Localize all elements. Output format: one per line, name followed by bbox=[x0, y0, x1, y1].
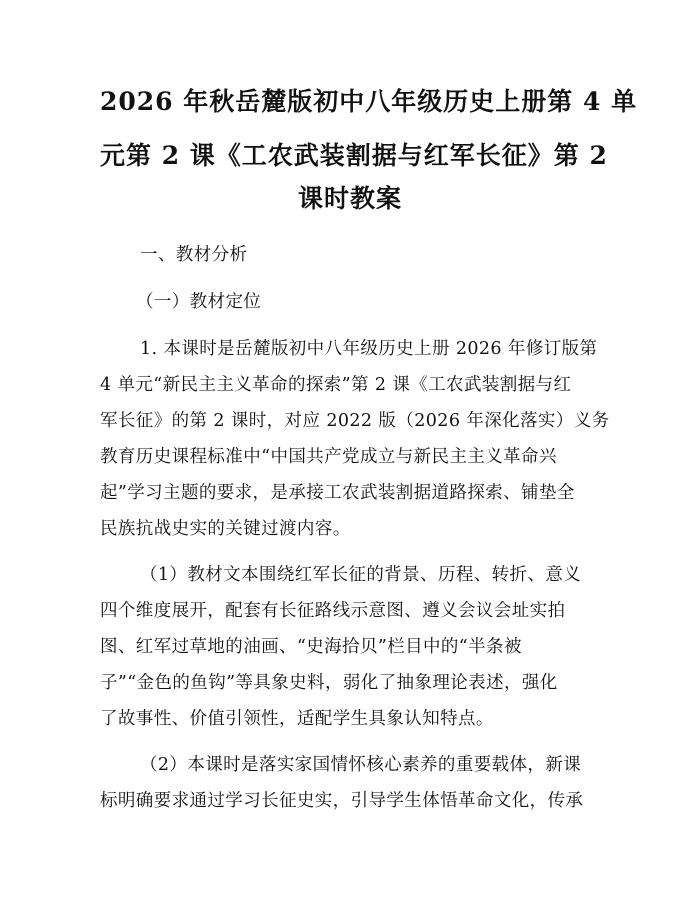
document-title-line-3: 课时教案 bbox=[297, 184, 402, 213]
paragraph-2-line-3: 图、红军过草地的油画、“史海拾贝”栏目中的“半条被 bbox=[100, 637, 522, 657]
paragraph-1-line-1: 1. 本课时是岳麓版初中八年级历史上册 2026 年修订版第 bbox=[140, 339, 598, 359]
document-title-line-2: 元第 2 课《工农武装割据与红军长征》第 2 bbox=[100, 141, 608, 170]
paragraph-2-line-4: 子”“金色的鱼钩”等具象史料，弱化了抽象理论表述，强化 bbox=[100, 673, 558, 693]
paragraph-1-line-6: 民族抗战史实的关键过渡内容。 bbox=[100, 519, 351, 539]
section-heading: 一、教材分析 bbox=[140, 245, 248, 265]
paragraph-3-line-2: 标明确要求通过学习长征史实，引导学生体悟革命文化，传承 bbox=[100, 791, 584, 811]
subsection-heading: （一）教材定位 bbox=[136, 292, 262, 312]
paragraph-2-line-5: 了故事性、价值引领性，适配学生具象认知特点。 bbox=[100, 709, 494, 729]
paragraph-1-line-2: 4 单元“新民主主义革命的探索”第 2 课《工农武装割据与红 bbox=[100, 375, 572, 395]
document-title-line-1: 2026 年秋岳麓版初中八年级历史上册第 4 单 bbox=[100, 87, 638, 116]
paragraph-1-line-4: 教育历史课程标准中“中国共产党成立与新民主主义革命兴 bbox=[100, 447, 557, 467]
paragraph-1-line-5: 起”学习主题的要求，是承接工农武装割据道路探索、铺垫全 bbox=[100, 483, 575, 503]
paragraph-2-line-1: （1）教材文本围绕红军长征的背景、历程、转折、意义 bbox=[140, 565, 582, 585]
paragraph-1-line-3: 军长征》的第 2 课时，对应 2022 版（2026 年深化落实）义务 bbox=[100, 411, 610, 431]
paragraph-3-line-1: （2）本课时是落实家国情怀核心素养的重要载体，新课 bbox=[140, 755, 582, 775]
paragraph-2-line-2: 四个维度展开，配套有长征路线示意图、遵义会议会址实拍 bbox=[100, 601, 566, 621]
